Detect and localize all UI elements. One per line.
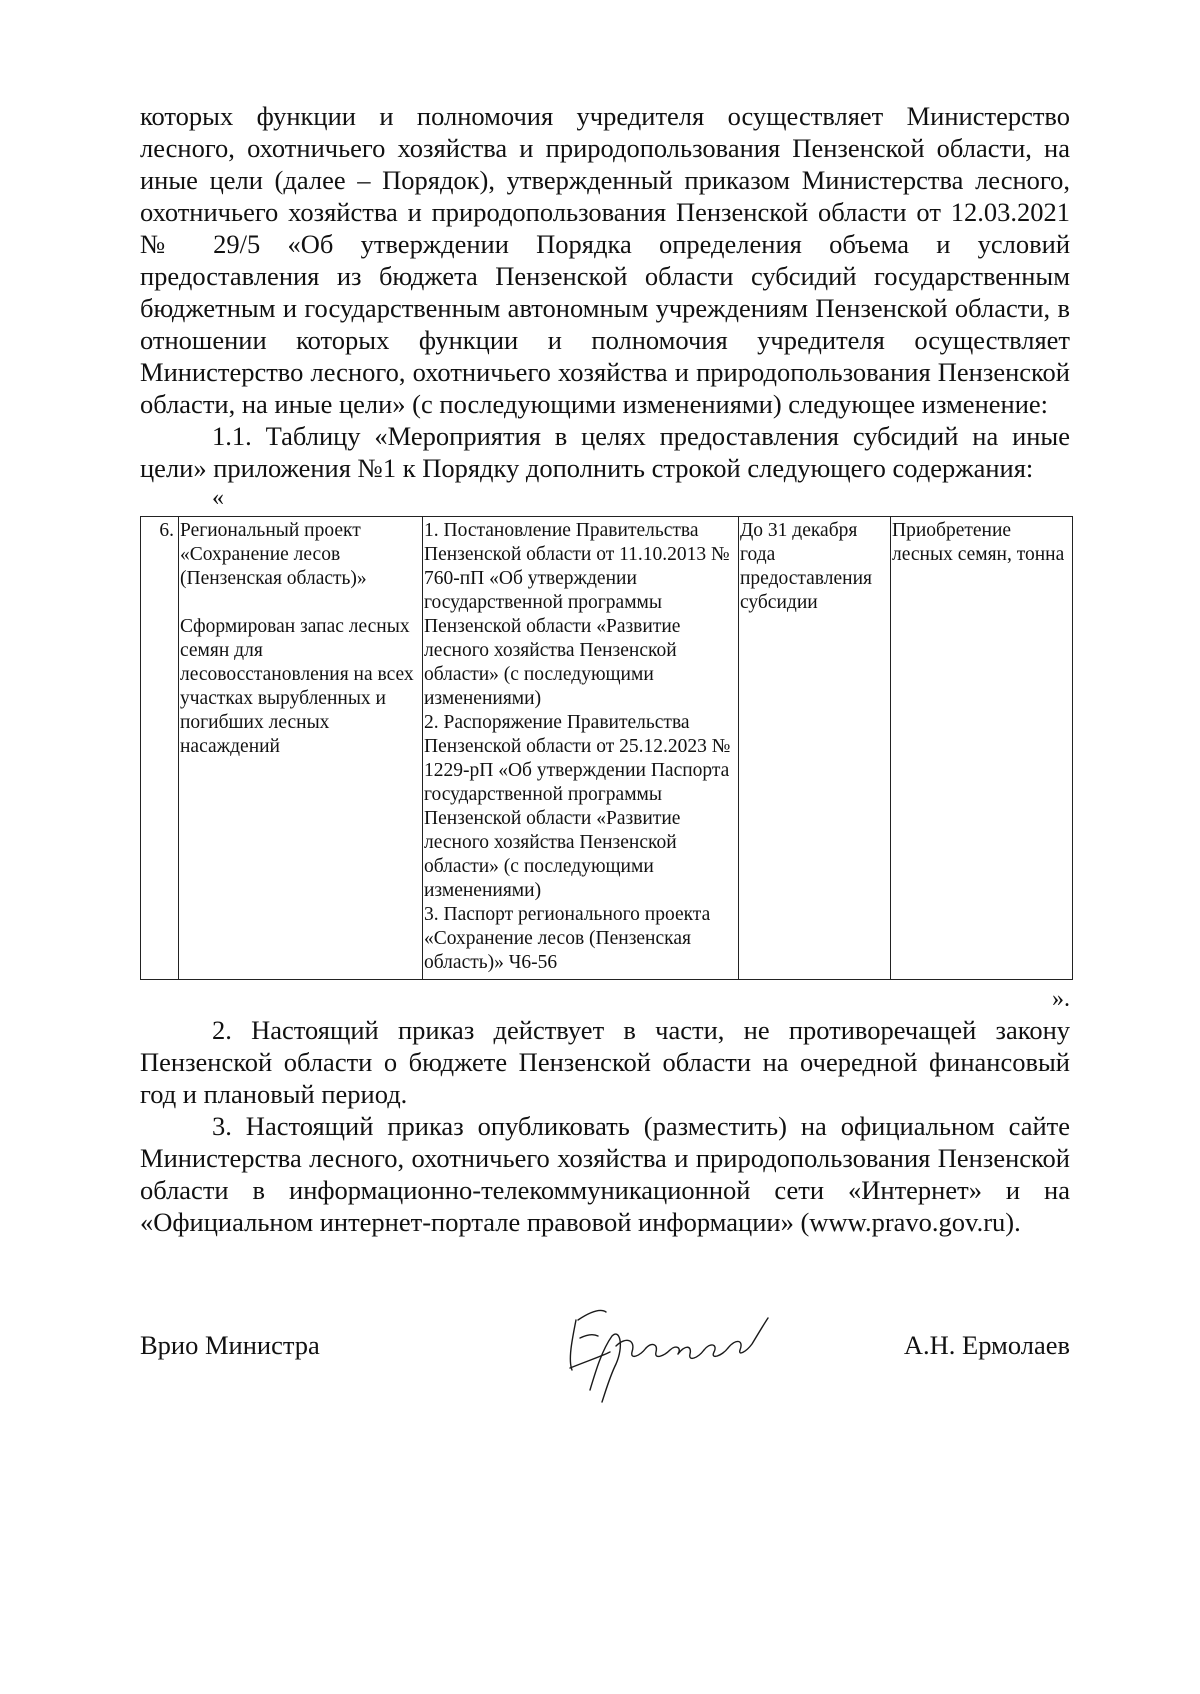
quote-open: « bbox=[212, 485, 224, 511]
document-1: 1. Постановление Правительства Пензенской области от 11.10.2013 № 760-пП «Об утверждении государственной программы Пензенской области «Развитие лесного хозяйства Пензенской области» (с последующими изменениями) bbox=[424, 520, 730, 709]
table-row bbox=[141, 517, 1073, 980]
document-3: 3. Паспорт регионального проекта «Сохранение лесов (Пензенская область)» Ч6-56 bbox=[424, 904, 711, 973]
document-body bbox=[140, 100, 1070, 1238]
project-title: Региональный проект «Сохранение лесов (Пензенская область)» bbox=[180, 520, 367, 589]
signatory-name: А.Н. Ермолаев bbox=[903, 1330, 1070, 1360]
document-2: 2. Распоряжение Правительства Пензенской области от 25.12.2023 № 1229-рП «Об утверждении Паспорта государственной программы Пензенской области «Развитие лесного хозяйства Пензенской области» (с последующими изменениями) bbox=[424, 712, 731, 901]
row-number: 6. bbox=[141, 517, 179, 980]
quote-close: ». bbox=[1052, 986, 1070, 1012]
item-1-1: 1.1. Таблицу «Мероприятия в целях предоставления субсидий на иные цели» приложения №1 к Порядку дополнить строкой следующего содержания: bbox=[140, 421, 1070, 483]
intro-paragraph: которых функции и полномочия учредителя осуществляет Министерство лесного, охотничьего хозяйства и природопользования Пензенской области, на иные цели (далее – Порядок), утвержденный приказом Министерства лесного, охотничьего хозяйства и природопользования Пензенской области от 12.03.2021 № 29/5 «Об утверждении Порядка определения объема и условий предоставления из бюджета Пензенской области субсидий государственным бюджетным и государственным автономным учреждениям Пензенской области, в отношении которых функции и полномочия учредителя осуществляет Министерство лесного, охотничьего хозяйства и природопользования Пензенской области, на иные цели» (с последующими изменениями) следующее изменение: bbox=[140, 101, 1070, 419]
item-3: 3. Настоящий приказ опубликовать (разместить) на официальном сайте Министерства лесного, охотничьего хозяйства и природопользования Пензенской области в информационно-телекоммуникационной сети «Интернет» и на «Официальном интернет-портале правовой информации» (www.pravo.gov.ru). bbox=[140, 1111, 1070, 1237]
deadline-cell: До 31 декабря года предоставления субсидии bbox=[739, 517, 891, 980]
indicator-cell: Приобретение лесных семян, тонна bbox=[891, 517, 1073, 980]
signature-block bbox=[140, 1290, 1070, 1410]
handwritten-signature bbox=[550, 1290, 790, 1410]
signatory-position: Врио Министра bbox=[140, 1330, 320, 1360]
project-cell bbox=[179, 517, 423, 980]
documents-cell bbox=[423, 517, 739, 980]
measures-table bbox=[140, 516, 1073, 980]
item-2: 2. Настоящий приказ действует в части, не противоречащей закону Пензенской области о бюджете Пензенской области на очередной финансовый год и плановый период. bbox=[140, 1015, 1070, 1109]
project-result: Сформирован запас лесных семян для лесовосстановления на всех участках вырубленных и погибших лесных насаждений bbox=[180, 616, 414, 757]
